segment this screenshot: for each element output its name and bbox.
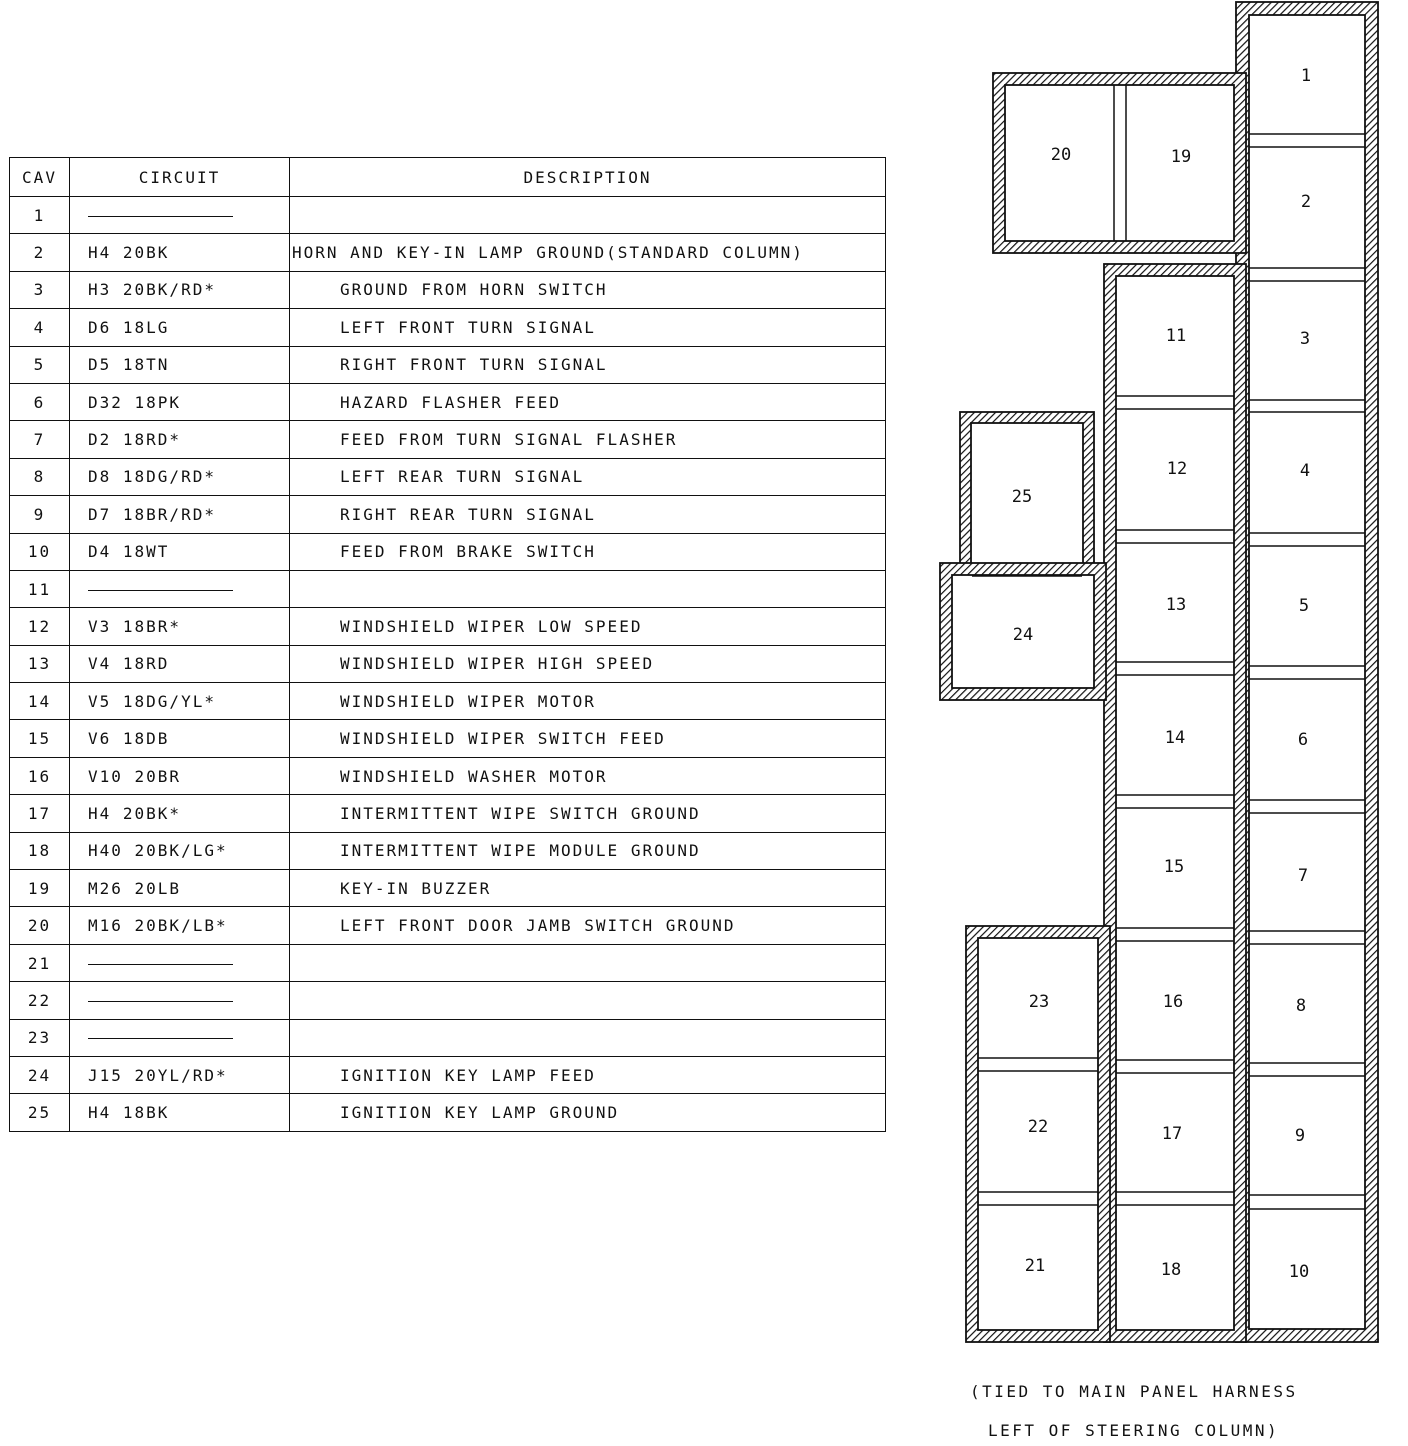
circuit-code bbox=[70, 1019, 290, 1056]
cavity-label: 7 bbox=[1297, 866, 1309, 886]
cav-number: 3 bbox=[10, 271, 70, 308]
table-row bbox=[10, 309, 886, 346]
table-row bbox=[10, 795, 886, 832]
circuit-code bbox=[70, 197, 290, 234]
circuit-code: M16 20BK/LB* bbox=[70, 907, 290, 944]
circuit-description: WINDSHIELD WIPER SWITCH FEED bbox=[290, 720, 886, 757]
cav-number: 15 bbox=[10, 720, 70, 757]
cavity-table bbox=[9, 157, 886, 1132]
cav-number: 4 bbox=[10, 309, 70, 346]
circuit-code: H4 20BK* bbox=[70, 795, 290, 832]
table-row bbox=[10, 234, 886, 271]
table-row bbox=[10, 458, 886, 495]
table-row bbox=[10, 870, 886, 907]
circuit-description: HAZARD FLASHER FEED bbox=[290, 383, 886, 420]
connector-diagram bbox=[930, 0, 1390, 1360]
circuit-code bbox=[70, 570, 290, 607]
cav-number: 18 bbox=[10, 832, 70, 869]
cav-number: 2 bbox=[10, 234, 70, 271]
circuit-description: IGNITION KEY LAMP GROUND bbox=[290, 1094, 886, 1131]
table-row bbox=[10, 1094, 886, 1131]
circuit-code: D8 18DG/RD* bbox=[70, 458, 290, 495]
circuit-description: WINDSHIELD WIPER LOW SPEED bbox=[290, 608, 886, 645]
circuit-description: FEED FROM TURN SIGNAL FLASHER bbox=[290, 421, 886, 458]
cavity-label: 5 bbox=[1298, 596, 1310, 616]
cavity-label: 24 bbox=[1012, 625, 1034, 645]
table-row bbox=[10, 271, 886, 308]
circuit-code: D7 18BR/RD* bbox=[70, 496, 290, 533]
cav-number: 19 bbox=[10, 870, 70, 907]
cavity-label: 19 bbox=[1170, 147, 1192, 167]
cav-number: 1 bbox=[10, 197, 70, 234]
circuit-description: LEFT REAR TURN SIGNAL bbox=[290, 458, 886, 495]
circuit-code: V4 18RD bbox=[70, 645, 290, 682]
harness-note-line-2: LEFT OF STEERING COLUMN) bbox=[988, 1421, 1280, 1440]
cavity-label: 2 bbox=[1300, 192, 1312, 212]
cavity-label: 17 bbox=[1161, 1124, 1183, 1144]
table-row bbox=[10, 608, 886, 645]
circuit-description: LEFT FRONT TURN SIGNAL bbox=[290, 309, 886, 346]
cav-number: 25 bbox=[10, 1094, 70, 1131]
cav-number: 23 bbox=[10, 1019, 70, 1056]
table-row bbox=[10, 1056, 886, 1093]
table-row bbox=[10, 907, 886, 944]
cav-number: 17 bbox=[10, 795, 70, 832]
cav-number: 16 bbox=[10, 757, 70, 794]
circuit-description bbox=[290, 944, 886, 981]
table-row bbox=[10, 570, 886, 607]
unused-cavity-line bbox=[88, 964, 233, 965]
header-circuit: CIRCUIT bbox=[70, 158, 290, 197]
circuit-description: RIGHT REAR TURN SIGNAL bbox=[290, 496, 886, 533]
circuit-code: V6 18DB bbox=[70, 720, 290, 757]
circuit-code: H40 20BK/LG* bbox=[70, 832, 290, 869]
connector-housing bbox=[993, 73, 1246, 253]
table-row bbox=[10, 832, 886, 869]
circuit-code: H3 20BK/RD* bbox=[70, 271, 290, 308]
table-header-row bbox=[10, 158, 886, 197]
circuit-description: WINDSHIELD WIPER MOTOR bbox=[290, 683, 886, 720]
header-description: DESCRIPTION bbox=[290, 158, 886, 197]
circuit-code: D2 18RD* bbox=[70, 421, 290, 458]
circuit-code: M26 20LB bbox=[70, 870, 290, 907]
circuit-code bbox=[70, 982, 290, 1019]
circuit-description: WINDSHIELD WASHER MOTOR bbox=[290, 757, 886, 794]
cavity-label: 18 bbox=[1160, 1260, 1182, 1280]
cavity-label: 16 bbox=[1162, 992, 1184, 1012]
circuit-description bbox=[290, 1019, 886, 1056]
table-row bbox=[10, 683, 886, 720]
table-row bbox=[10, 421, 886, 458]
circuit-code: D6 18LG bbox=[70, 309, 290, 346]
cav-number: 13 bbox=[10, 645, 70, 682]
cavity-label: 3 bbox=[1299, 329, 1311, 349]
cavity-label: 21 bbox=[1024, 1256, 1046, 1276]
cavity-label: 10 bbox=[1288, 1262, 1310, 1282]
unused-cavity-line bbox=[88, 216, 233, 217]
circuit-description bbox=[290, 982, 886, 1019]
cav-number: 7 bbox=[10, 421, 70, 458]
circuit-description: GROUND FROM HORN SWITCH bbox=[290, 271, 886, 308]
circuit-description: INTERMITTENT WIPE MODULE GROUND bbox=[290, 832, 886, 869]
cavity-label: 20 bbox=[1050, 145, 1072, 165]
circuit-code: V5 18DG/YL* bbox=[70, 683, 290, 720]
cavity-label: 9 bbox=[1294, 1126, 1306, 1146]
cavity-label: 14 bbox=[1164, 728, 1186, 748]
circuit-code: J15 20YL/RD* bbox=[70, 1056, 290, 1093]
cav-number: 24 bbox=[10, 1056, 70, 1093]
table-row bbox=[10, 645, 886, 682]
cavity-label: 13 bbox=[1165, 595, 1187, 615]
table-row bbox=[10, 197, 886, 234]
cavity-label: 25 bbox=[1011, 487, 1033, 507]
unused-cavity-line bbox=[88, 1001, 233, 1002]
circuit-description: HORN AND KEY-IN LAMP GROUND(STANDARD COLUMN) bbox=[290, 234, 886, 271]
cavity-label: 8 bbox=[1295, 996, 1307, 1016]
table-row bbox=[10, 982, 886, 1019]
table-row bbox=[10, 720, 886, 757]
cav-number: 10 bbox=[10, 533, 70, 570]
cav-number: 14 bbox=[10, 683, 70, 720]
cav-number: 6 bbox=[10, 383, 70, 420]
circuit-code: V10 20BR bbox=[70, 757, 290, 794]
cav-number: 8 bbox=[10, 458, 70, 495]
circuit-code: H4 18BK bbox=[70, 1094, 290, 1131]
table-body bbox=[10, 197, 886, 1132]
cavity-label: 12 bbox=[1166, 459, 1188, 479]
cav-number: 21 bbox=[10, 944, 70, 981]
cavity-label: 15 bbox=[1163, 857, 1185, 877]
cav-number: 22 bbox=[10, 982, 70, 1019]
cav-number: 11 bbox=[10, 570, 70, 607]
cavity-label: 11 bbox=[1165, 326, 1187, 346]
circuit-code: D5 18TN bbox=[70, 346, 290, 383]
table-row bbox=[10, 757, 886, 794]
circuit-description: INTERMITTENT WIPE SWITCH GROUND bbox=[290, 795, 886, 832]
table-row bbox=[10, 383, 886, 420]
circuit-code: D32 18PK bbox=[70, 383, 290, 420]
circuit-description: RIGHT FRONT TURN SIGNAL bbox=[290, 346, 886, 383]
header-cav: CAV bbox=[10, 158, 70, 197]
harness-note-line-1: (TIED TO MAIN PANEL HARNESS bbox=[970, 1382, 1298, 1401]
cav-number: 5 bbox=[10, 346, 70, 383]
cavity-label: 1 bbox=[1300, 66, 1312, 86]
cavity-label: 4 bbox=[1299, 461, 1311, 481]
circuit-description: KEY-IN BUZZER bbox=[290, 870, 886, 907]
unused-cavity-line bbox=[88, 1038, 233, 1039]
unused-cavity-line bbox=[88, 590, 233, 591]
cav-number: 20 bbox=[10, 907, 70, 944]
circuit-code: D4 18WT bbox=[70, 533, 290, 570]
table-row bbox=[10, 944, 886, 981]
circuit-description: WINDSHIELD WIPER HIGH SPEED bbox=[290, 645, 886, 682]
table-row bbox=[10, 346, 886, 383]
circuit-description bbox=[290, 197, 886, 234]
circuit-code: V3 18BR* bbox=[70, 608, 290, 645]
connector-walls bbox=[940, 2, 1378, 1342]
circuit-description bbox=[290, 570, 886, 607]
cav-number: 12 bbox=[10, 608, 70, 645]
cavity-label: 23 bbox=[1028, 992, 1050, 1012]
circuit-description: FEED FROM BRAKE SWITCH bbox=[290, 533, 886, 570]
table-row bbox=[10, 1019, 886, 1056]
circuit-description: LEFT FRONT DOOR JAMB SWITCH GROUND bbox=[290, 907, 886, 944]
table-row bbox=[10, 533, 886, 570]
circuit-code: H4 20BK bbox=[70, 234, 290, 271]
cavity-label: 22 bbox=[1027, 1117, 1049, 1137]
circuit-description: IGNITION KEY LAMP FEED bbox=[290, 1056, 886, 1093]
circuit-code bbox=[70, 944, 290, 981]
cav-number: 9 bbox=[10, 496, 70, 533]
cavity-label: 6 bbox=[1297, 730, 1309, 750]
connector-housing bbox=[1104, 264, 1246, 1342]
table-row bbox=[10, 496, 886, 533]
